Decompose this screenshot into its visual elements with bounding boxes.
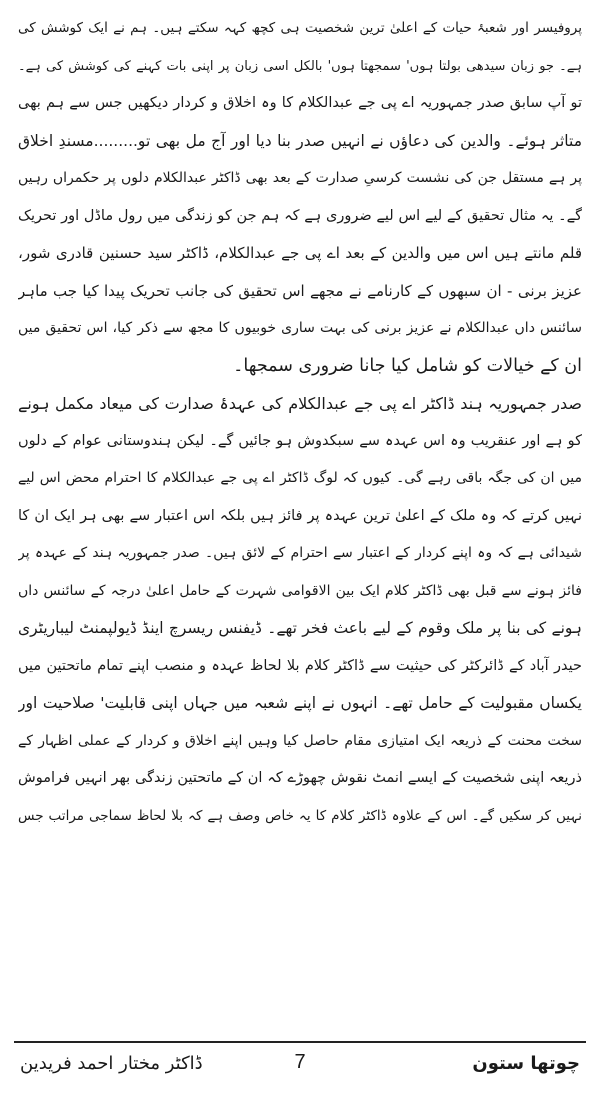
text-line: حیدر آباد کے ڈائرکٹر کی حیثیت سے ڈاکٹر کلام بلا لحاظ عہدہ و منصب اپنے تمام ماتحتین میں — [18, 657, 582, 674]
text-line: نہیں کرتے کہ وہ ملک کے اعلیٰ ترین عہدہ پر فائز ہیں بلکہ اس اعتبار سے بھی ہر ایک ان کا — [18, 507, 582, 524]
text-line: نہیں کر سکیں گے۔ اس کے علاوہ ڈاکٹر کلام کا یہ خاص وصف ہے کہ بلا لحاظ سماجی مراتب جس — [18, 807, 582, 824]
footer-divider — [14, 1041, 586, 1043]
text-line: سخت محنت کے ذریعہ ایک امتیازی مقام حاصل کیا وہیں اپنے اخلاق و کردار کے عملی اظہار کے — [18, 732, 582, 749]
text-line: متاثر ہوئے۔ والدین کی دعاؤں نے انہیں صدر بنا دیا اور آج مل بھی تو.........مسندِ اخلاق — [18, 131, 582, 150]
text-line: پروفیسر اور شعبۂ حیات کے اعلیٰ ترین شخصیت ہی کچھ کہہ سکتے ہیں۔ ہم نے ایک کوشش کی — [18, 20, 582, 36]
text-line: صدر جمہوریہ ہند ڈاکٹر اے پی جے عبدالکلام کی عہدۂ صدارت کی میعاد مکمل ہونے — [18, 394, 582, 413]
text-line: تو آپ سابق صدر جمہوریہ اے پی جے عبدالکلام کا وہ اخلاق و کردار دیکھیں جس سے ہم بھی — [18, 95, 582, 111]
text-line: قلم مانتے ہیں اس میں والدین کے بعد اے پی جے عبدالکلام، ڈاکٹر سید حسنین قادری شور، — [18, 244, 582, 262]
text-line: عزیز برنی - ان سبھوں کے کارنامے نے مجھے اس تحقیق کی جانب تحریک پیدا کیا جب ماہر — [18, 281, 582, 300]
text-line: کو ہے اور عنقریب وہ اس عہدہ سے سبکدوش ہو جائیں گے۔ لیکن ہندوستانی عوام کے دلوں — [18, 432, 582, 449]
text-line: پر ہے مستقل جن کی نشست کرسیِ صدارت کے بعد بھی ڈاکٹر عبدالکلام دلوں پر حکمراں رہیں — [18, 170, 582, 186]
text-line: ہے۔ جو زبان سیدھی بولتا ہوں' سمجھتا ہوں' بالکل اسی زبان پر اپنی بات کہنے کی کوشش کی ہے۔ — [18, 58, 582, 74]
text-line: میں ان کی جگہ باقی رہے گی۔ کیوں کہ لوگ ڈاکٹر اے پی جے عبدالکلام کا احترام محض اس لیے — [18, 470, 582, 486]
page-number: 7 — [294, 1051, 306, 1073]
text-line: ان کے خیالات کو شامل کیا جانا ضروری سمجھا۔ — [233, 355, 582, 376]
text-line: یکساں مقبولیت کے حامل تھے۔ انہوں نے اپنے شعبہ میں جہاں اپنی قابلیت' صلاحیت اور — [18, 694, 582, 712]
body-text — [18, 10, 582, 835]
author-name: ڈاکٹر مختار احمد فریدین — [20, 1053, 203, 1074]
text-line: گے۔ یہ مثال تحقیق کے لیے اس لیے ضروری ہے کہ ہم جن کو زندگی میں رول ماڈل اور تحریک — [18, 207, 582, 224]
text-line: ذریعہ اپنی شخصیت کے ایسے انمٹ نقوش چھوڑے کہ ان کے ماتحتین زندگی بھر انہیں فراموش — [18, 770, 582, 786]
text-line: ہونے کی بنا پر ملک وقوم کے لیے باعث فخر تھے۔ ڈیفنس ریسرچ اینڈ ڈیولپمنٹ لیباریٹری — [18, 619, 582, 637]
text-line: فائز ہونے سے قبل بھی ڈاکٹر کلام ایک بین الاقوامی شہرت کے حامل اعلیٰ درجہ کے سائنس داں — [18, 582, 582, 599]
text-line: شیدائی ہے کہ وہ اپنے کردار کے اعتبار سے احترام کے لائق ہیں۔ صدر جمہوریہ ہند کے عہدہ پر — [18, 545, 582, 561]
text-line: سائنس داں عبدالکلام نے عزیز برنی کی بہت ساری خوبیوں کا مجھ سے ذکر کیا، اس تحقیق میں — [18, 320, 582, 336]
book-title: چوتھا ستون — [472, 1053, 580, 1074]
page-footer — [14, 1047, 586, 1087]
